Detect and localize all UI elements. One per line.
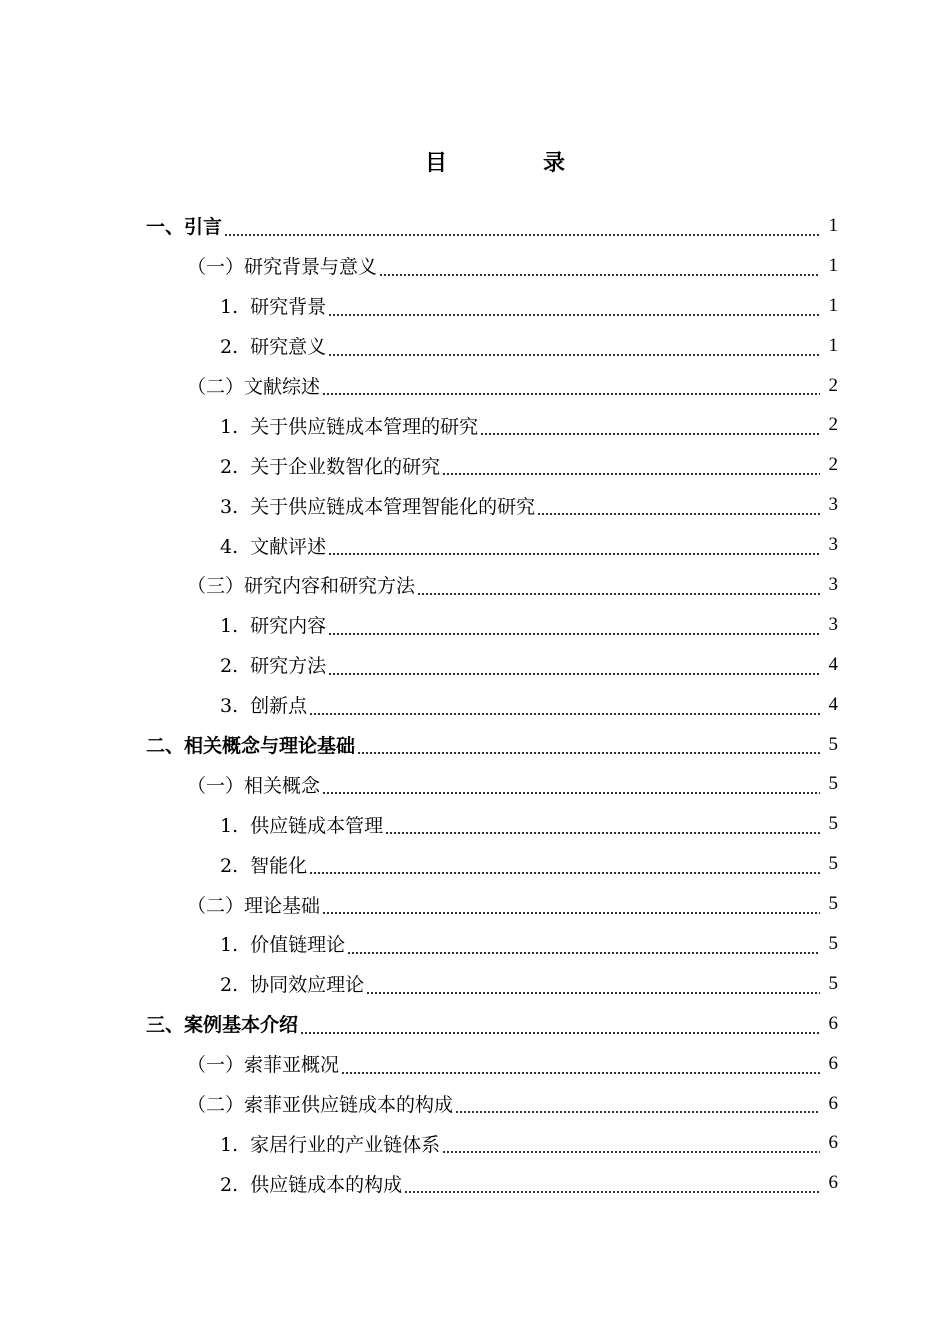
toc-entry-label: 一、引言 xyxy=(146,216,223,239)
toc-entry-number: 2. xyxy=(220,655,239,678)
toc-entry-page-number: 5 xyxy=(828,773,838,795)
toc-entry-title xyxy=(187,571,415,598)
toc-entry-number: 2. xyxy=(220,974,239,997)
toc-entry-title xyxy=(220,811,383,838)
toc-entry[interactable] xyxy=(0,286,950,326)
toc-entry-title xyxy=(220,970,364,997)
toc-entry-page-number: 6 xyxy=(828,1012,838,1034)
toc-entry-title xyxy=(187,771,320,798)
toc-entry[interactable] xyxy=(0,725,950,765)
toc-entry-title xyxy=(220,1170,402,1197)
dot-leader xyxy=(328,657,820,676)
toc-entry-number: 4. xyxy=(220,535,239,558)
toc-entry-number: 1. xyxy=(220,615,239,638)
toc-title xyxy=(0,146,950,177)
toc-entry[interactable] xyxy=(0,485,950,525)
toc-entry-title xyxy=(220,492,535,519)
toc-entry-page-number: 6 xyxy=(828,1132,838,1154)
toc-entry-label: 关于企业数智化的研究 xyxy=(250,455,441,478)
toc-entry-number: 3. xyxy=(220,695,239,718)
toc-entry-label: （二）文献综述 xyxy=(187,376,321,398)
toc-entry-number: 1. xyxy=(220,1133,239,1156)
toc-title-char-2: 录 xyxy=(543,150,566,176)
toc-entry-number: 2. xyxy=(220,455,239,478)
toc-entry-title xyxy=(220,930,345,957)
toc-entry[interactable] xyxy=(0,1044,950,1084)
toc-entry[interactable] xyxy=(0,525,950,565)
toc-entry-page-number: 5 xyxy=(828,813,838,835)
toc-entry[interactable] xyxy=(0,605,950,645)
toc-entry[interactable] xyxy=(0,326,950,366)
toc-entry-title xyxy=(146,731,355,758)
toc-entry-page-number: 1 xyxy=(828,334,838,356)
dot-leader xyxy=(537,497,820,516)
toc-entry-page-number: 5 xyxy=(828,932,838,954)
dot-leader xyxy=(328,537,820,556)
toc-entry-title xyxy=(187,891,320,918)
toc-entry-label: （一）研究背景与意义 xyxy=(187,256,378,279)
toc-entry-title xyxy=(187,252,377,279)
dot-leader xyxy=(480,417,820,436)
toc-entry-page-number: 1 xyxy=(828,214,838,236)
toc-entry-title xyxy=(146,212,222,239)
toc-entry-page-number: 5 xyxy=(828,972,838,994)
toc-entry-page-number: 3 xyxy=(828,494,838,516)
toc-entry-label: （三）研究内容和研究方法 xyxy=(187,575,416,598)
toc-entry-label: 关于供应链成本管理的研究 xyxy=(250,415,479,438)
dot-leader xyxy=(341,1056,820,1075)
toc-entry[interactable] xyxy=(0,1084,950,1124)
toc-entry-title xyxy=(220,851,307,878)
toc-entry-label: 研究方法 xyxy=(250,655,327,678)
toc-entry-number: 3. xyxy=(220,495,239,518)
toc-entry[interactable] xyxy=(0,206,950,246)
toc-entry-label: （一）相关概念 xyxy=(187,774,321,797)
toc-entry-number: 1. xyxy=(220,415,239,438)
toc-entry[interactable] xyxy=(0,844,950,884)
toc-entry-page-number: 1 xyxy=(828,294,838,316)
toc-entry-label: （一）索菲亚概况 xyxy=(187,1054,340,1077)
dot-leader xyxy=(404,1175,820,1194)
dot-leader xyxy=(322,896,820,915)
dot-leader xyxy=(379,258,820,277)
toc-entry-label: 研究内容 xyxy=(250,615,327,638)
toc-entry-page-number: 5 xyxy=(828,853,838,875)
toc-entry[interactable] xyxy=(0,924,950,964)
toc-entry[interactable] xyxy=(0,1163,950,1203)
dot-leader xyxy=(322,776,820,795)
toc-entry-label: 三、案例基本介绍 xyxy=(146,1014,299,1037)
toc-entry[interactable] xyxy=(0,764,950,804)
toc-entry-title xyxy=(146,1010,298,1037)
toc-entry-title xyxy=(220,611,326,638)
toc-entry-label: 关于供应链成本管理智能化的研究 xyxy=(250,495,536,518)
toc-entry-page-number: 6 xyxy=(828,1052,838,1074)
toc-entry-number: 2. xyxy=(220,1173,239,1196)
toc-list xyxy=(0,206,950,1203)
dot-leader xyxy=(309,697,820,716)
toc-entry[interactable] xyxy=(0,1004,950,1044)
toc-entry-label: 供应链成本的构成 xyxy=(250,1173,403,1196)
toc-entry-label: 协同效应理论 xyxy=(250,974,365,997)
toc-entry-title xyxy=(187,1090,453,1117)
toc-entry-number: 1. xyxy=(220,814,239,837)
toc-entry-label: 家居行业的产业链体系 xyxy=(250,1133,441,1156)
dot-leader xyxy=(328,338,820,357)
toc-entry[interactable] xyxy=(0,366,950,406)
toc-entry[interactable] xyxy=(0,246,950,286)
toc-entry-title xyxy=(187,1050,339,1077)
toc-entry-page-number: 3 xyxy=(828,573,838,595)
toc-entry-title xyxy=(187,372,320,399)
dot-leader xyxy=(455,1095,820,1114)
toc-entry-label: 价值链理论 xyxy=(250,934,346,957)
toc-entry-page-number: 2 xyxy=(828,374,838,396)
toc-entry[interactable] xyxy=(0,445,950,485)
dot-leader xyxy=(300,1016,820,1035)
toc-entry-label: （二）索菲亚供应链成本的构成 xyxy=(187,1094,454,1117)
toc-entry-label: 创新点 xyxy=(250,695,308,718)
toc-entry-page-number: 5 xyxy=(828,893,838,915)
toc-entry-title xyxy=(220,292,326,319)
dot-leader xyxy=(322,377,820,396)
toc-entry-title xyxy=(220,651,326,678)
toc-entry-page-number: 5 xyxy=(828,733,838,755)
toc-entry-number: 1. xyxy=(220,296,239,319)
toc-entry-label: 供应链成本管理 xyxy=(250,814,384,837)
toc-entry[interactable] xyxy=(0,1123,950,1163)
toc-entry-label: 研究意义 xyxy=(250,336,327,359)
toc-entry-page-number: 3 xyxy=(828,534,838,556)
toc-entry[interactable] xyxy=(0,565,950,605)
toc-title-char-1: 目 xyxy=(424,150,447,176)
toc-entry-number: 2. xyxy=(220,854,239,877)
toc-entry[interactable] xyxy=(0,645,950,685)
toc-entry-label: 文献评述 xyxy=(250,535,327,558)
toc-entry-page-number: 6 xyxy=(828,1172,838,1194)
dot-leader xyxy=(328,298,820,317)
dot-leader xyxy=(442,1135,820,1154)
toc-entry[interactable] xyxy=(0,804,950,844)
toc-entry-page-number: 4 xyxy=(828,693,838,715)
dot-leader xyxy=(309,856,820,875)
toc-entry-title xyxy=(220,532,326,559)
dot-leader xyxy=(224,218,820,237)
toc-entry-label: 智能化 xyxy=(250,854,308,877)
toc-entry-title xyxy=(220,1130,440,1157)
toc-entry-title xyxy=(220,452,440,479)
dot-leader xyxy=(357,736,820,755)
toc-entry-title xyxy=(220,691,307,718)
toc-entry-label: 研究背景 xyxy=(250,296,327,319)
toc-entry[interactable] xyxy=(0,884,950,924)
toc-entry-page-number: 2 xyxy=(828,414,838,436)
toc-entry-page-number: 2 xyxy=(828,454,838,476)
dot-leader xyxy=(347,936,820,955)
toc-entry-label: 二、相关概念与理论基础 xyxy=(146,735,356,758)
toc-entry-page-number: 4 xyxy=(828,653,838,675)
dot-leader xyxy=(328,617,820,636)
dot-leader xyxy=(366,976,820,995)
dot-leader xyxy=(417,577,820,596)
toc-entry[interactable] xyxy=(0,964,950,1004)
toc-entry-label: （二）理论基础 xyxy=(187,894,321,917)
toc-entry-title xyxy=(220,412,478,439)
toc-entry-page-number: 6 xyxy=(828,1092,838,1114)
toc-entry-title xyxy=(220,332,326,359)
dot-leader xyxy=(385,816,820,835)
toc-entry-page-number: 1 xyxy=(828,254,838,276)
dot-leader xyxy=(442,457,820,476)
toc-entry-number: 1. xyxy=(220,934,239,957)
toc-entry-number: 2. xyxy=(220,336,239,359)
toc-entry[interactable] xyxy=(0,685,950,725)
toc-entry-page-number: 3 xyxy=(828,613,838,635)
toc-entry[interactable] xyxy=(0,405,950,445)
